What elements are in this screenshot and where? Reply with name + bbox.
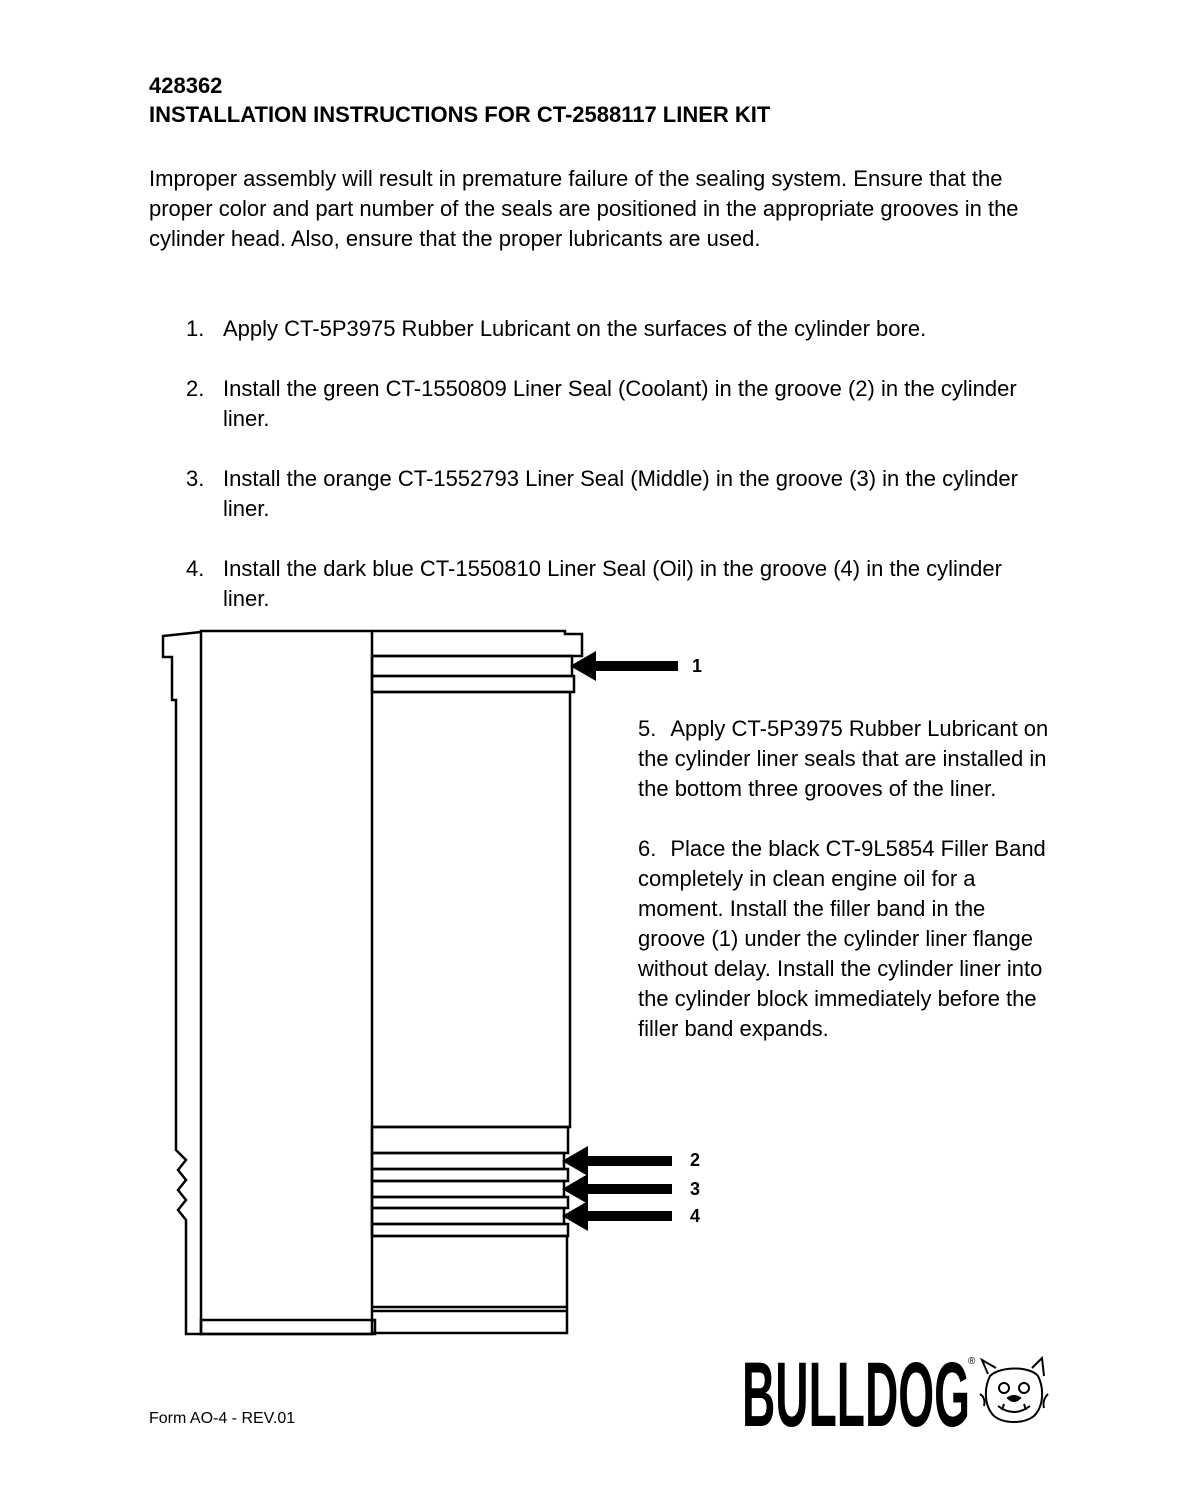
step-text: Install the orange CT-1552793 Liner Seal (Middle) in the groove (3) in the cylinder liner.	[223, 466, 1018, 521]
arrow-3	[562, 1174, 672, 1204]
step-number: 2.	[186, 376, 205, 401]
intro-paragraph: Improper assembly will result in premature failure of the sealing system. Ensure that the proper color and part number of the seals are positioned in the appropriate grooves in the cylinder head. Also, ensure that the proper lubricants are used.	[149, 166, 1019, 251]
document-title: INSTALLATION INSTRUCTIONS FOR CT-2588117 LINER KIT	[149, 102, 771, 127]
step-number: 4.	[186, 556, 205, 581]
callout-label-1: 1	[692, 656, 703, 676]
callout-label-4: 4	[690, 1206, 701, 1226]
callout-label-2: 2	[690, 1150, 701, 1170]
step-number: 1.	[186, 316, 205, 341]
bulldog-logo	[742, 1350, 976, 1432]
step-6	[638, 834, 1058, 1044]
step-text: Install the green CT-1550809 Liner Seal (Coolant) in the groove (2) in the cylinder liner.	[223, 376, 1017, 431]
callout-label-3: 3	[690, 1179, 701, 1199]
form-identifier: Form AO-4 - REV.01	[149, 1410, 296, 1427]
step-number: 6.	[638, 836, 657, 861]
step-number: 3.	[186, 466, 205, 491]
arrow-2	[562, 1146, 672, 1176]
bulldog-mascot-icon	[978, 1354, 1050, 1426]
arrow-1	[570, 651, 678, 681]
step-number: 5.	[638, 716, 657, 741]
step-text: Install the dark blue CT-1550810 Liner Seal (Oil) in the groove (4) in the cylinder liner.	[223, 556, 1002, 611]
liner-outline	[163, 631, 582, 1334]
step-text: Place the black CT-9L5854 Filler Band completely in clean engine oil for a moment. Install the filler band in the groove (1) under the cylinder liner flange without delay. Install the cylinder liner into the cylinder block immediately before the filler band expands.	[638, 836, 1046, 1041]
document-number: 428362	[149, 73, 223, 98]
right-steps	[638, 714, 1058, 1074]
step-text: Apply CT-5P3975 Rubber Lubricant on the cylinder liner seals that are installed in the bottom three grooves of the liner.	[638, 716, 1049, 801]
logo-wordmark: BULLDOG	[742, 1350, 970, 1432]
arrow-4	[562, 1201, 672, 1231]
step-5	[638, 714, 1058, 804]
step-text: Apply CT-5P3975 Rubber Lubricant on the surfaces of the cylinder bore.	[223, 316, 927, 341]
registered-mark: ®	[968, 1356, 976, 1367]
